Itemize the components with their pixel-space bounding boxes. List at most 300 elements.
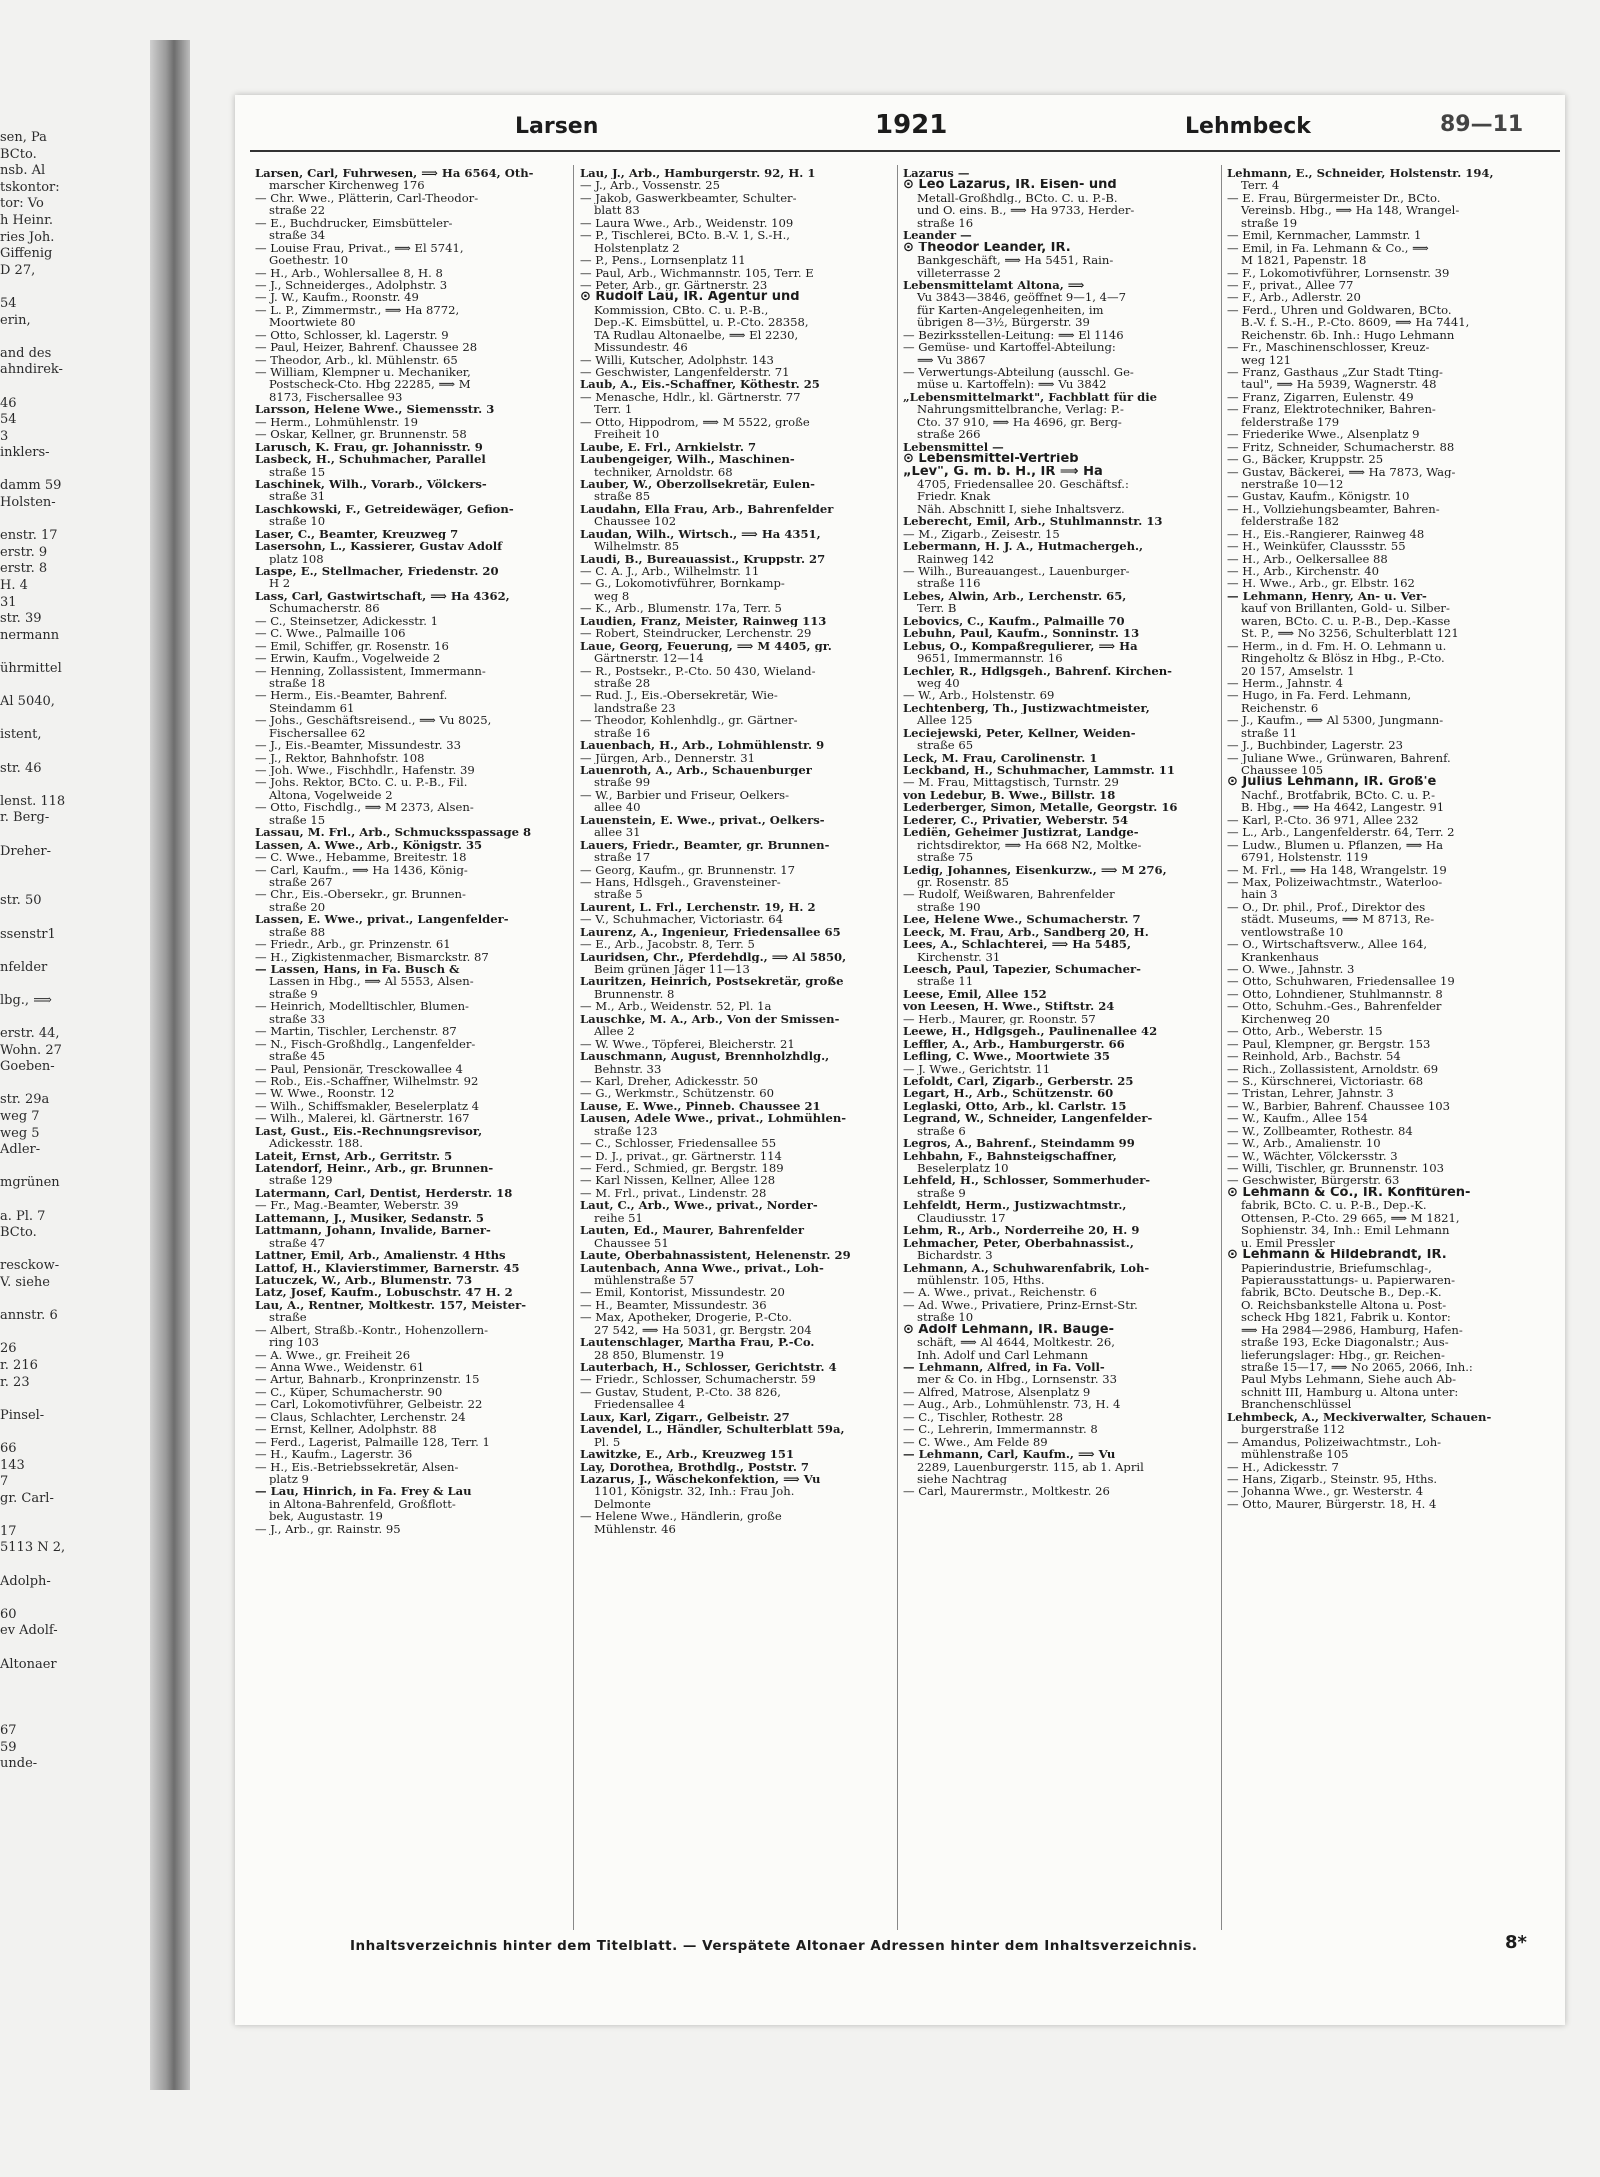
previous-page-text-fragment — [0, 1507, 155, 1524]
directory-entry-line: Lattemann, J., Musiker, Sedanstr. 5 — [255, 1211, 484, 1225]
directory-entry-line: — Ferd., Lagerist, Palmaille 128, Terr. 1 — [255, 1435, 490, 1449]
directory-entry-line: — Carl, Kaufm., ⟹ Ha 1436, König- — [255, 863, 468, 876]
directory-entry-line: Leewe, H., Hdlgsgeh., Paulinenallee 42 — [903, 1025, 1158, 1038]
header-first-entry: Larsen — [515, 114, 599, 139]
previous-page-text-fragment: 60 — [0, 1606, 17, 1622]
directory-entry-line: — Willi, Tischler, gr. Brunnenstr. 103 — [1227, 1162, 1444, 1175]
directory-entry-line: straße 9 — [269, 987, 318, 1001]
directory-entry-line: straße 190 — [917, 900, 981, 914]
directory-entry-line: ⊙ Lehmann & Hildebrandt, IR. — [1227, 1249, 1447, 1262]
directory-entry-line: Kirchenstr. 31 — [917, 950, 1001, 963]
directory-entry-line: — Gustav, Student, P.-Cto. 38 826, — [580, 1385, 781, 1399]
previous-page-text-fragment: resckow- — [0, 1258, 60, 1274]
directory-entry-line: Laudi, B., Bureauassist., Kruppstr. 27 — [580, 552, 826, 565]
directory-entry-line: Lawitzke, E., Arb., Kreuzweg 151 — [580, 1448, 795, 1461]
directory-entry-line: straße 45 — [269, 1050, 326, 1063]
directory-entry-line: — W., Arb., Holstenstr. 69 — [903, 689, 1055, 702]
directory-entry-line: — Paul, Arb., Wichmannstr. 105, Terr. E — [580, 266, 814, 279]
directory-entry-line: u. Emil Pressler — [1241, 1236, 1335, 1250]
previous-page-text-fragment: Holsten- — [0, 495, 56, 511]
directory-entry-line: — Ferd., Uhren und Goldwaren, BCto. — [1227, 303, 1452, 317]
directory-entry-line: Ringeholtz & Blösz in Hbg., P.-Cto. — [1241, 652, 1445, 665]
previous-page-text-fragment: annstr. 6 — [0, 1308, 58, 1324]
directory-entry-line: Sophienstr. 34, Inh.: Emil Lehmann — [1241, 1224, 1450, 1237]
directory-entry-line: — Robert, Steindrucker, Lerchenstr. 29 — [580, 627, 812, 640]
directory-entry-line: Lauridsen, Chr., Pferdehdlg., ⟹ Al 5850, — [580, 950, 847, 963]
directory-entry-line: — Otto, Arb., Weberstr. 15 — [1227, 1025, 1383, 1038]
directory-entry-line: TA Rudlau Altonaelbe, ⟹ El 2230, — [594, 328, 799, 342]
directory-entry-line: — Franz, Elektrotechniker, Bahren- — [1227, 403, 1436, 416]
signature-mark: 8* — [1505, 1932, 1527, 1953]
directory-entry-line: — Lehmann, Henry, An- u. Ver- — [1227, 589, 1427, 603]
directory-entry-line: Laubengeiger, Wilh., Maschinen- — [580, 453, 795, 466]
directory-entry-line: — Hans, Zigarb., Steinstr. 95, Hths. — [1227, 1472, 1438, 1486]
directory-entry-line: — M. Frl., ⟹ Ha 148, Wrangelstr. 19 — [1227, 863, 1447, 876]
directory-entry-line: waren, BCto. C. u. P.-B., Dep.-Kasse — [1241, 614, 1451, 628]
running-header — [250, 110, 1560, 152]
directory-entry-line: Freiheit 10 — [594, 428, 660, 441]
directory-entry-line: Schumacherstr. 86 — [269, 602, 380, 615]
directory-entry-line: ventlowstraße 10 — [1241, 925, 1344, 939]
directory-entry-line: Kirchenweg 20 — [1241, 1012, 1330, 1026]
previous-page-text-fragment — [0, 1325, 155, 1342]
directory-entry-line: Last, Gust., Eis.-Rechnungsrevisor, — [255, 1124, 483, 1138]
directory-entry-line: Lassen, A. Wwe., Arb., Königstr. 35 — [255, 838, 483, 852]
directory-entry-line: Leberecht, Emil, Arb., Stuhlmannstr. 13 — [903, 515, 1163, 528]
directory-entry-line: Bankgeschäft, ⟹ Ha 5451, Rain- — [917, 254, 1114, 267]
previous-page-text-fragment: r. 23 — [0, 1374, 30, 1390]
previous-page-text-fragment — [0, 910, 155, 927]
directory-entry-line: — F., Lokomotivführer, Lornsenstr. 39 — [1227, 266, 1450, 279]
directory-entry-line: städt. Museums, ⟹ M 8713, Re- — [1241, 913, 1435, 926]
directory-entry-line: mühlenstraße 57 — [594, 1273, 695, 1287]
directory-entry-line: straße 28 — [594, 676, 651, 690]
directory-entry-line: — Louise Frau, Privat., ⟹ El 5741, — [255, 241, 464, 255]
directory-entry-line: — Otto, Hippodrom, ⟹ M 5522, große — [580, 415, 810, 429]
directory-entry-line: Chaussee 51 — [594, 1236, 669, 1250]
directory-entry-line: Laut, C., Arb., Wwe., privat., Norder- — [580, 1199, 818, 1212]
directory-entry-line: Krankenhaus — [1241, 950, 1319, 963]
directory-entry-line: Leese, Emil, Allee 152 — [903, 987, 1047, 1001]
directory-entry-line: — Franz, Gasthaus „Zur Stadt Tting- — [1227, 366, 1443, 379]
directory-entry-line: Laudien, Franz, Meister, Rainweg 113 — [580, 614, 827, 628]
directory-entry-line: Behnstr. 33 — [594, 1062, 662, 1075]
directory-entry-line: Leglaski, Otto, Arb., kl. Carlstr. 15 — [903, 1099, 1127, 1113]
directory-entry-line: Lebermann, H. J. A., Hutmachergeh., — [903, 540, 1144, 553]
directory-entry-line: — Fr., Mag.-Beamter, Weberstr. 39 — [255, 1199, 459, 1212]
directory-entry-line: — H., Kaufm., Lagerstr. 36 — [255, 1448, 413, 1461]
previous-page-text-fragment: BCto. — [0, 1225, 37, 1241]
directory-entry-line: straße 88 — [269, 925, 326, 939]
directory-entry-line: — H., Vollziehungsbeamter, Bahren- — [1227, 502, 1440, 516]
directory-entry-line: — J., Arb., gr. Rainstr. 95 — [255, 1522, 401, 1536]
directory-entry-line: Adickesstr. 188. — [269, 1137, 363, 1150]
directory-entry-line: — Alfred, Matrose, Alsenplatz 9 — [903, 1385, 1091, 1399]
directory-entry-line: — C., Tischler, Rothestr. 28 — [903, 1410, 1064, 1424]
directory-entry-line: — L., Arb., Langenfelderstr. 64, Terr. 2 — [1227, 826, 1455, 839]
directory-entry-line: — O. Wwe., Jahnstr. 3 — [1227, 963, 1355, 976]
directory-entry-line: H 2 — [269, 577, 291, 590]
previous-page-text-fragment: Pinsel- — [0, 1407, 45, 1423]
directory-entry-line: — H., Arb., Wohlersallee 8, H. 8 — [255, 266, 443, 279]
directory-entry-line: — G., Werkmstr., Schützenstr. 60 — [580, 1087, 774, 1100]
directory-entry-line: — H., Eis.-Betriebssekretär, Alsen- — [255, 1460, 459, 1473]
directory-entry-line: straße 5 — [594, 888, 643, 901]
directory-entry-line: Leck, M. Frau, Carolinenstr. 1 — [903, 751, 1098, 764]
previous-page-text-fragment: 5113 N 2, — [0, 1540, 66, 1556]
directory-entry-line: — Hugo, in Fa. Ferd. Lehmann, — [1227, 689, 1412, 702]
directory-entry-line: Legrand, W., Schneider, Langenfelder- — [903, 1112, 1153, 1125]
directory-entry-line: Legros, A., Bahrenf., Steindamm 99 — [903, 1137, 1135, 1150]
directory-entry-line: Chaussee 105 — [1241, 764, 1324, 777]
directory-entry-line: straße 123 — [594, 1124, 658, 1138]
directory-entry-line: ⊙ Adolf Lehmann, IR. Bauge- — [903, 1323, 1115, 1337]
previous-page-text-fragment — [0, 1673, 155, 1690]
directory-entry-line: Larsen, Carl, Fuhrwesen, ⟹ Ha 6564, Oth- — [255, 167, 534, 180]
directory-entry-line: gr. Rosenstr. 85 — [917, 875, 1010, 889]
directory-entry-line: ⊙ Julius Lehmann, IR. Groß'e — [1227, 776, 1437, 789]
column-divider — [897, 165, 898, 1930]
directory-entry-line: Brunnenstr. 8 — [594, 987, 675, 1001]
directory-entry-line: — W. Wwe., Töpferei, Bleicherstr. 21 — [580, 1037, 795, 1051]
directory-entry-line: straße 34 — [269, 229, 326, 242]
directory-entry-line: taul", ⟹ Ha 5939, Wagnerstr. 48 — [1241, 378, 1437, 391]
directory-entry-line: — M. Frl., privat., Lindenstr. 28 — [580, 1186, 767, 1200]
directory-entry-line: — J., Schneiderges., Adolphstr. 3 — [255, 278, 448, 292]
directory-entry-line: straße 85 — [594, 490, 651, 503]
previous-page-text-fragment: weg 7 — [0, 1109, 40, 1125]
directory-entry-line: — Lehmann, Carl, Kaufm., ⟹ Vu — [903, 1448, 1116, 1461]
directory-entry-line: ⊙ Theodor Leander, IR. — [903, 241, 1071, 255]
directory-entry-line: — Rudolf, Weißwaren, Bahrenfelder — [903, 888, 1115, 901]
directory-entry-line: Näh. Abschnitt I, siehe Inhaltsverz. — [917, 502, 1125, 516]
previous-page-text-fragment — [0, 827, 155, 844]
directory-entry-line: ⊙ Rudolf Lau, IR. Agentur und — [580, 291, 800, 304]
directory-entry-line: straße 11 — [917, 975, 974, 988]
directory-entry-line: — C., Küper, Schumacherstr. 90 — [255, 1385, 443, 1399]
directory-entry-line: — Fr., Maschinenschlosser, Kreuz- — [1227, 341, 1430, 354]
directory-entry-line: — Erwin, Kaufm., Vogelweide 2 — [255, 652, 441, 665]
directory-entry-line: Postscheck-Cto. Hbg 22285, ⟹ M — [269, 378, 471, 391]
directory-entry-line: straße 47 — [269, 1236, 326, 1250]
directory-entry-line: — Herm., Jahnstr. 4 — [1227, 676, 1343, 690]
directory-entry-line: — C. Wwe., Am Felde 89 — [903, 1435, 1048, 1449]
directory-entry-line: — Carl, Maurermstr., Moltkestr. 26 — [903, 1485, 1110, 1498]
directory-entry-line: in Altona-Bahrenfeld, Großflott- — [269, 1497, 456, 1511]
directory-entry-line: Lehmacher, Peter, Oberbahnassist., — [903, 1236, 1134, 1250]
directory-entry-line: mühlenstraße 105 — [1241, 1448, 1349, 1461]
directory-entry-line: — R., Postsekr., P.-Cto. 50 430, Wieland- — [580, 664, 816, 677]
directory-entry-line: Papierausstattungs- u. Papierwaren- — [1241, 1273, 1455, 1287]
directory-entry-line: — P., Tischlerei, BCto. B.-V. 1, S.-H., — [580, 229, 790, 242]
directory-entry-line: — Gemüse- und Kartoffel-Abteilung: — [903, 341, 1116, 354]
directory-entry-line: — W., Kaufm., Allee 154 — [1227, 1112, 1368, 1125]
directory-entry-line: Lee, Helene Wwe., Schumacherstr. 7 — [903, 913, 1141, 926]
directory-entry-line: — Geschwister, Bürgerstr. 63 — [1227, 1174, 1400, 1187]
directory-entry-line: Lehmann, E., Schneider, Holstenstr. 194, — [1227, 167, 1494, 180]
previous-page-text-fragment — [0, 1590, 155, 1607]
previous-page-text-fragment: ssenstr1 — [0, 926, 56, 942]
directory-entry-line: Laux, Karl, Zigarr., Gelbeistr. 27 — [580, 1410, 790, 1424]
directory-entry-line: müse u. Kartoffeln): ⟹ Vu 3842 — [917, 378, 1107, 391]
directory-entry-line: Laspe, E., Stellmacher, Friedenstr. 20 — [255, 565, 499, 578]
directory-entry-line: — S., Kürschnerei, Victoriastr. 68 — [1227, 1074, 1424, 1088]
directory-entry-line: — O., Dr. phil., Prof., Direktor des — [1227, 900, 1426, 914]
directory-entry-line: 6791, Holstenstr. 119 — [1241, 851, 1368, 864]
directory-entry-line: — Oskar, Kellner, gr. Brunnenstr. 58 — [255, 428, 467, 441]
previous-page-text-fragment — [0, 1424, 155, 1441]
directory-entry-line: Terr. B — [917, 602, 957, 615]
directory-entry-line: — J. W., Kaufm., Roonstr. 49 — [255, 291, 419, 304]
previous-page-text-fragment — [0, 1242, 155, 1259]
directory-entry-line: Lauenbach, H., Arb., Lohmühlenstr. 9 — [580, 739, 825, 752]
directory-entry-line: burgerstraße 112 — [1241, 1423, 1345, 1436]
directory-entry-line: — A. Wwe., privat., Reichenstr. 6 — [903, 1286, 1097, 1299]
directory-entry-line: straße 15—17, ⟹ No 2065, 2066, Inh.: — [1241, 1361, 1473, 1374]
previous-page-text-fragment: 54 — [0, 412, 17, 428]
directory-entry-line: — C., Lehrerin, Immermannstr. 8 — [903, 1423, 1098, 1436]
directory-entry-line: — W., Barbier und Friseur, Oelkers- — [580, 788, 790, 802]
directory-entry-line: — H. Wwe., Arb., gr. Elbstr. 162 — [1227, 577, 1415, 590]
directory-entry-line: fabrik, BCto. C. u. P.-B., Dep.-K. — [1241, 1199, 1427, 1212]
directory-entry-line: Leesch, Paul, Tapezier, Schumacher- — [903, 963, 1141, 976]
previous-page-text-fragment: tskontor: — [0, 179, 60, 195]
directory-entry-line: — Lehmann, Alfred, in Fa. Voll- — [903, 1361, 1105, 1374]
directory-entry-line: Vu 3843—3846, geöffnet 9—1, 4—7 — [917, 291, 1126, 304]
directory-entry-line: kauf von Brillanten, Gold- u. Silber- — [1241, 602, 1450, 615]
directory-entry-line: — Willi, Kutscher, Adolphstr. 143 — [580, 353, 774, 366]
directory-column-4 — [1227, 167, 1537, 1932]
directory-entry-line: schäft, ⟹ Al 4644, Moltkestr. 26, — [917, 1336, 1115, 1349]
directory-entry-line: Kommission, CBto. C. u. P.-B., — [594, 303, 769, 317]
directory-entry-line: marscher Kirchenweg 176 — [269, 179, 425, 192]
directory-entry-line: 2289, Lauenburgerstr. 115, ab 1. April — [917, 1460, 1144, 1473]
directory-entry-line: — Wilh., Schiffsmakler, Beselerplatz 4 — [255, 1099, 480, 1113]
previous-page-text-fragment — [0, 1557, 155, 1574]
previous-page-text-fragment: 31 — [0, 594, 17, 610]
directory-entry-line: Beselerplatz 10 — [917, 1162, 1009, 1175]
previous-page-text-fragment — [0, 1391, 155, 1408]
directory-entry-line: Lefling, C. Wwe., Moortwiete 35 — [903, 1050, 1110, 1063]
directory-entry-line: straße 75 — [917, 851, 974, 864]
directory-entry-line: — C., Schlosser, Friedensallee 55 — [580, 1137, 777, 1150]
previous-page-text-fragment — [0, 644, 155, 661]
directory-entry-line: — Paul, Pensionär, Tresckowallee 4 — [255, 1062, 463, 1075]
directory-entry-line: — Emil, Schiffer, gr. Rosenstr. 16 — [255, 639, 449, 653]
directory-entry-line: straße 17 — [594, 851, 651, 864]
directory-entry-line: — Anna Wwe., Weidenstr. 61 — [255, 1361, 425, 1374]
directory-entry-line: — Friedr., Schlosser, Schumacherstr. 59 — [580, 1373, 816, 1386]
directory-entry-line: straße 15 — [269, 813, 326, 827]
directory-entry-line: Lassen, E. Wwe., privat., Langenfelder- — [255, 913, 509, 926]
directory-entry-line: Laudan, Wilh., Wirtsch., ⟹ Ha 4351, — [580, 527, 821, 541]
previous-page-text-fragment — [0, 1292, 155, 1309]
directory-entry-line: Laudahn, Ella Frau, Arb., Bahrenfelder — [580, 502, 834, 516]
directory-entry-line: Lediën, Geheimer Justizrat, Landge- — [903, 826, 1139, 839]
directory-entry-line: Gärtnerstr. 12—14 — [594, 652, 704, 665]
directory-entry-line: Leander — — [903, 229, 972, 242]
directory-entry-line: Lees, A., Schlachterei, ⟹ Ha 5485, — [903, 938, 1132, 951]
header-last-entry: Lehmbeck — [1185, 114, 1311, 139]
directory-entry-line: Lauten, Ed., Maurer, Bahrenfelder — [580, 1224, 804, 1237]
directory-entry-line: Vereinsb. Hbg., ⟹ Ha 148, Wrangel- — [1241, 204, 1460, 217]
directory-column-2 — [580, 167, 890, 1932]
directory-entry-line: straße — [269, 1311, 307, 1324]
previous-page-text-fragment: 54 — [0, 295, 17, 311]
directory-entry-line: — C. Wwe., Hebamme, Breitestr. 18 — [255, 851, 467, 864]
directory-entry-line: Fischersallee 62 — [269, 726, 366, 740]
directory-entry-line: Latuczek, W., Arb., Blumenstr. 73 — [255, 1273, 473, 1287]
page-number: 89—11 — [1440, 112, 1524, 137]
directory-entry-line: — Gustav, Kaufm., Königstr. 10 — [1227, 490, 1410, 503]
directory-entry-line: — Amandus, Polizeiwachtmstr., Loh- — [1227, 1435, 1442, 1449]
directory-entry-line: ⊙ Lehmann & Co., IR. Konfitüren- — [1227, 1186, 1471, 1200]
directory-entry-line: von Leesen, H. Wwe., Stiftstr. 24 — [903, 1000, 1115, 1013]
directory-entry-line: — Verwertungs-Abteilung (ausschl. Ge- — [903, 366, 1134, 379]
directory-entry-line: straße 267 — [269, 875, 333, 889]
directory-entry-line: Branchenschlüssel — [1241, 1398, 1352, 1411]
directory-entry-line: — Otto, Schuhwaren, Friedensallee 19 — [1227, 975, 1455, 988]
directory-entry-line: — Max, Polizeiwachtmstr., Waterloo- — [1227, 875, 1443, 889]
directory-entry-line: Lehfeldt, Herm., Justizwachtmstr., — [903, 1199, 1127, 1212]
previous-page-text-fragment — [0, 976, 155, 993]
directory-entry-line: Lauterbach, H., Schlosser, Gerichtstr. 4 — [580, 1361, 837, 1374]
directory-entry-line: straße 65 — [917, 739, 974, 752]
previous-page-text-fragment: inklers- — [0, 445, 50, 461]
directory-entry-line: Lehfeld, H., Schlosser, Sommerhuder- — [903, 1174, 1151, 1187]
directory-entry-line: Leeck, M. Frau, Arb., Sandberg 20, H. — [903, 925, 1149, 939]
previous-page-text-fragment: H. 4 — [0, 578, 28, 594]
previous-page-text-fragment: Adolph- — [0, 1573, 51, 1589]
directory-entry-line: Lauenroth, A., Arb., Schauenburger — [580, 764, 812, 777]
previous-page-text-fragment: V. siehe — [0, 1274, 50, 1290]
directory-entry-line: Larsson, Helene Wwe., Siemensstr. 3 — [255, 403, 495, 416]
directory-entry-line: — H., Eis.-Rangierer, Rainweg 48 — [1227, 527, 1425, 541]
directory-entry-line: 28 850, Blumenstr. 19 — [594, 1348, 724, 1361]
directory-entry-line: — L. P., Zimmermstr., ⟹ Ha 8772, — [255, 303, 460, 317]
directory-entry-line: — Carl, Lokomotivführer, Gelbeistr. 22 — [255, 1398, 483, 1411]
directory-entry-line: Dep.-K. Eimsbüttel, u. P.-Cto. 28358, — [594, 316, 809, 329]
directory-entry-line: — J. Wwe., Gerichtstr. 11 — [903, 1062, 1051, 1075]
previous-page-text-fragment: Al 5040, — [0, 694, 55, 710]
directory-entry-line: — N., Fisch-Großhdlg., Langenfelder- — [255, 1037, 476, 1051]
directory-entry-line: allee 31 — [594, 826, 641, 839]
previous-page-text-fragment: nsb. Al — [0, 163, 46, 179]
directory-entry-line: Rainweg 142 — [917, 552, 995, 565]
directory-entry-line: — Chr., Eis.-Obersekr., gr. Brunnen- — [255, 888, 466, 901]
directory-entry-line: — Otto, Fischdlg., ⟹ M 2373, Alsen- — [255, 801, 474, 814]
directory-entry-line: straße 6 — [917, 1124, 966, 1138]
directory-entry-line: Leckband, H., Schuhmacher, Lammstr. 11 — [903, 764, 1175, 777]
directory-entry-line: — Otto, Schuhm.-Ges., Bahrenfelder — [1227, 1000, 1442, 1013]
directory-entry-line: Holstenplatz 2 — [594, 241, 680, 255]
previous-page-text-fragment: istent, — [0, 727, 42, 743]
directory-entry-line: M 1821, Papenstr. 18 — [1241, 254, 1367, 267]
previous-page-text-fragment: erstr. 44, — [0, 1026, 60, 1042]
directory-entry-line: Ottensen, P.-Cto. 29 665, ⟹ M 1821, — [1241, 1211, 1460, 1225]
previous-page-text-fragment: str. 29a — [0, 1092, 50, 1108]
directory-entry-line: Lauers, Friedr., Beamter, gr. Brunnen- — [580, 838, 830, 852]
previous-page-text-fragment — [0, 1192, 155, 1209]
previous-page-text-fragment: nermann — [0, 627, 60, 643]
previous-page-text-fragment: 46 — [0, 395, 17, 411]
directory-entry-line: techniker, Arnoldstr. 68 — [594, 465, 733, 478]
directory-entry-line: ⊙ Leo Lazarus, IR. Eisen- und — [903, 179, 1117, 192]
directory-entry-line: Lausen, Adele Wwe., privat., Lohmühlen- — [580, 1112, 847, 1125]
directory-entry-line: — Rob., Eis.-Schaffner, Wilhelmstr. 92 — [255, 1074, 479, 1088]
directory-entry-line: Friedr. Knak — [917, 490, 991, 503]
directory-entry-line: Laube, E. Frl., Arnkielstr. 7 — [580, 440, 757, 454]
directory-entry-line: Reichenstr. 6b. Inh.: Hugo Lehmann — [1241, 328, 1455, 342]
directory-entry-line: straße 10 — [269, 515, 326, 528]
previous-page-text-fragment — [0, 1159, 155, 1176]
directory-entry-line: felderstraße 179 — [1241, 415, 1340, 429]
directory-entry-line: Laschkowski, F., Getreidewäger, Gefion- — [255, 502, 514, 516]
directory-entry-line: Lau, A., Rentner, Moltkestr. 157, Meister- — [255, 1298, 527, 1312]
directory-entry-line: Terr. 1 — [594, 403, 633, 416]
directory-entry-line: straße 16 — [917, 216, 974, 230]
directory-entry-line: straße 18 — [269, 676, 326, 690]
previous-page-text-fragment: Adler- — [0, 1142, 41, 1158]
directory-entry-line: — Herm., in d. Fm. H. O. Lehmann u. — [1227, 639, 1447, 653]
directory-entry-line: straße 22 — [269, 204, 326, 217]
previous-page-text-fragment — [0, 1706, 155, 1723]
directory-entry-line: landstraße 23 — [594, 701, 676, 715]
directory-entry-line: blatt 83 — [594, 204, 640, 217]
previous-page-text-fragment: 26 — [0, 1341, 17, 1357]
directory-entry-line: ring 103 — [269, 1336, 319, 1349]
directory-entry-line: von Ledebur, B. Wwe., Billstr. 18 — [903, 788, 1116, 802]
directory-entry-line: — V., Schuhmacher, Victoriastr. 64 — [580, 913, 784, 926]
directory-entry-line: — G., Lokomotivführer, Bornkamp- — [580, 577, 785, 590]
directory-entry-line: straße 266 — [917, 428, 981, 441]
directory-entry-line: — W., Barbier, Bahrenf. Chaussee 103 — [1227, 1099, 1450, 1113]
previous-page-text-fragment: 59 — [0, 1739, 17, 1755]
previous-page-text-fragment: erin, — [0, 312, 31, 328]
directory-entry-line: — J., Kaufm., ⟹ Al 5300, Jungmann- — [1227, 714, 1444, 727]
directory-entry-line: — William, Klempner u. Mechaniker, — [255, 366, 471, 379]
directory-entry-line: — Juliane Wwe., Grünwaren, Bahrenf. — [1227, 751, 1451, 764]
directory-entry-line: — P., Pens., Lornsenplatz 11 — [580, 254, 746, 267]
directory-entry-line: weg 40 — [917, 676, 960, 690]
previous-page-text-fragment: BCto. — [0, 146, 37, 162]
directory-entry-line: Steindamm 61 — [269, 701, 355, 715]
directory-entry-line: — Paul, Klempner, gr. Bergstr. 153 — [1227, 1037, 1431, 1051]
directory-entry-line: Lauber, W., Oberzollsekretär, Eulen- — [580, 477, 815, 491]
directory-entry-line: Allee 125 — [917, 714, 973, 727]
column-divider — [573, 165, 574, 1930]
directory-entry-line: — Aug., Arb., Lohmühlenstr. 73, H. 4 — [903, 1398, 1121, 1411]
directory-entry-line: straße 116 — [917, 577, 981, 590]
directory-entry-line: — E., Buchdrucker, Eimsbütteler- — [255, 216, 453, 230]
directory-entry-line: Cto. 37 910, ⟹ Ha 4696, gr. Berg- — [917, 415, 1122, 429]
previous-page-edge — [0, 130, 155, 2010]
directory-entry-line: Lauschke, M. A., Arb., Von der Smissen- — [580, 1012, 840, 1026]
directory-entry-line: straße 193, Ecke Diagonalstr.; Aus- — [1241, 1336, 1449, 1349]
previous-page-text-fragment: r. Berg- — [0, 810, 50, 826]
directory-entry-line: Lazarus, J., Wäschekonfektion, ⟹ Vu — [580, 1472, 821, 1486]
directory-entry-line: Lau, J., Arb., Hamburgerstr. 92, H. 1 — [580, 167, 816, 180]
directory-entry-line: — Jürgen, Arb., Dennerstr. 31 — [580, 751, 755, 764]
directory-entry-line: Papierindustrie, Briefumschlag-, — [1241, 1261, 1432, 1274]
directory-entry-line: O. Reichsbankstelle Altona u. Post- — [1241, 1298, 1447, 1312]
directory-entry-line: Latendorf, Heinr., Arb., gr. Brunnen- — [255, 1162, 494, 1175]
directory-entry-line: platz 9 — [269, 1472, 309, 1486]
directory-entry-line: Lechtenberg, Th., Justizwachtmeister, — [903, 701, 1150, 715]
directory-entry-line: — Rud. J., Eis.-Obersekretär, Wie- — [580, 689, 778, 702]
directory-entry-line: — E. Frau, Bürgermeister Dr., BCto. — [1227, 191, 1441, 205]
directory-column-3 — [903, 167, 1213, 1932]
